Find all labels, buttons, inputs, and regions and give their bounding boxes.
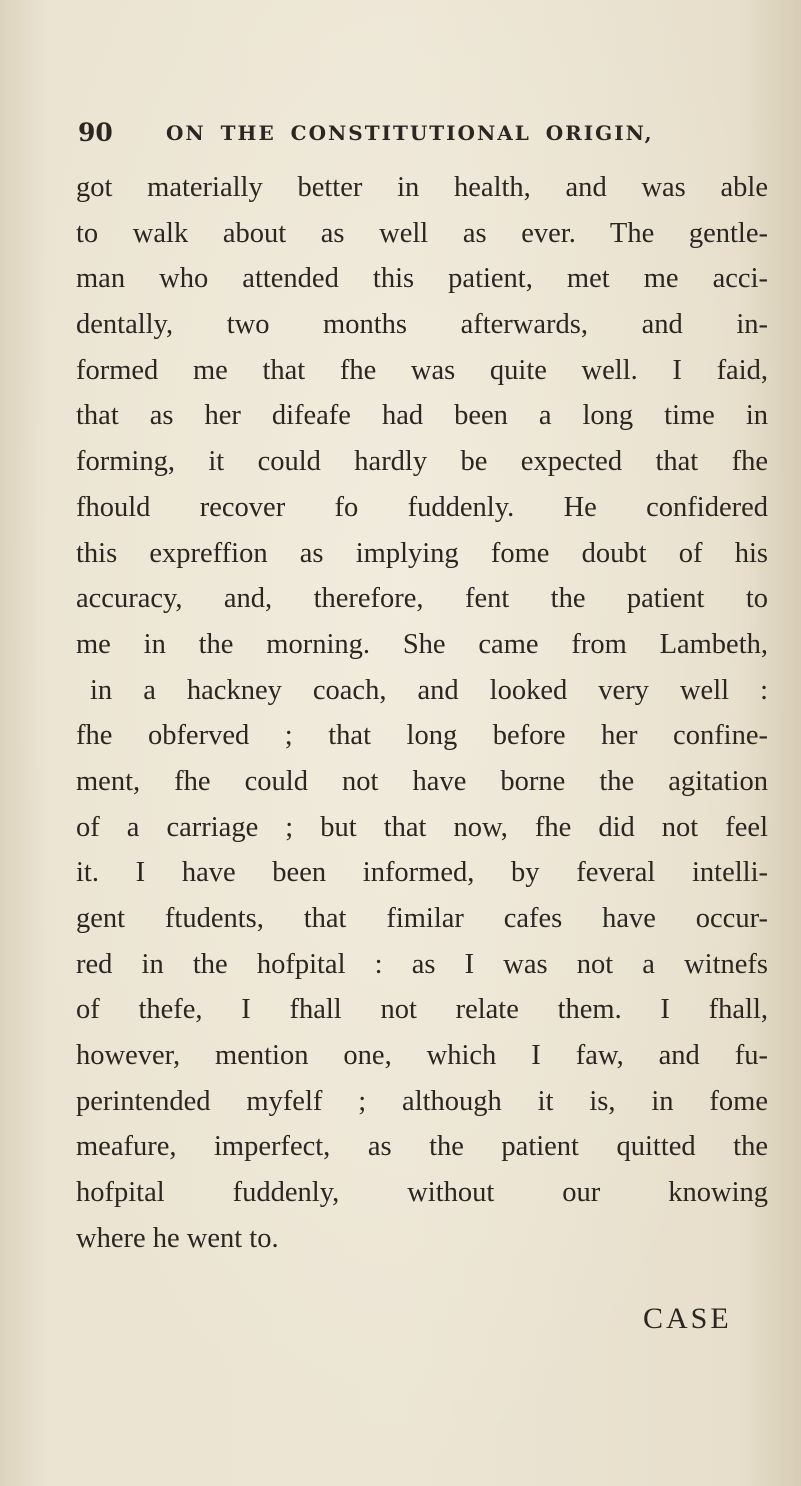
text-line: got materially better in health, and was able	[76, 172, 768, 203]
text-line: accuracy, and, therefore, fent the patient to	[76, 583, 768, 615]
text-line: formed me that fhe was quite well. I faid,	[76, 354, 768, 386]
text-line: fhould recover fo fuddenly. He confidered	[76, 491, 768, 523]
text-line: however, mention one, which I faw, and fu-	[76, 1040, 768, 1072]
text-line: to walk about as well as ever. The gentle-	[76, 217, 768, 249]
text-line: dentally, two months afterwards, and in-	[76, 309, 768, 341]
text-line: man who attended this patient, met me acci-	[76, 263, 768, 295]
text-line: hofpital fuddenly, without our knowing	[76, 1177, 768, 1209]
text-line: red in the hofpital : as I was not a witnefs	[76, 948, 768, 980]
text-line: ment, fhe could not have borne the agitation	[76, 765, 768, 797]
page-number: 90	[78, 118, 113, 147]
text-line: of thefe, I fhall not relate them. I fhall,	[76, 994, 768, 1026]
body-text	[76, 165, 768, 1262]
text-line: gent ftudents, that fimilar cafes have occur-	[76, 903, 768, 934]
text-line: this expreffion as implying fome doubt of his	[76, 537, 768, 569]
text-line: it. I have been informed, by feveral intelli-	[76, 857, 768, 889]
text-line: that as her difeafe had been a long time in	[76, 400, 768, 432]
text-line: forming, it could hardly be expected that fhe	[76, 446, 768, 478]
text-line: of a carriage ; but that now, fhe did not feel	[76, 811, 768, 843]
text-line: perintended myfelf ; although it is, in fome	[76, 1085, 768, 1117]
text-line: in a hackney coach, and looked very well :	[90, 674, 768, 706]
running-head: ON THE CONSTITUTIONAL ORIGIN,	[166, 121, 654, 145]
text-line: meafure, imperfect, as the patient quitted the	[76, 1131, 768, 1163]
text-line: where he went to.	[76, 1222, 279, 1254]
catchword: CASE	[643, 1302, 732, 1335]
page-header	[60, 118, 760, 158]
text-line: fhe obferved ; that long before her confine-	[76, 720, 768, 752]
text-line: me in the morning. She came from Lambeth,	[76, 628, 768, 660]
